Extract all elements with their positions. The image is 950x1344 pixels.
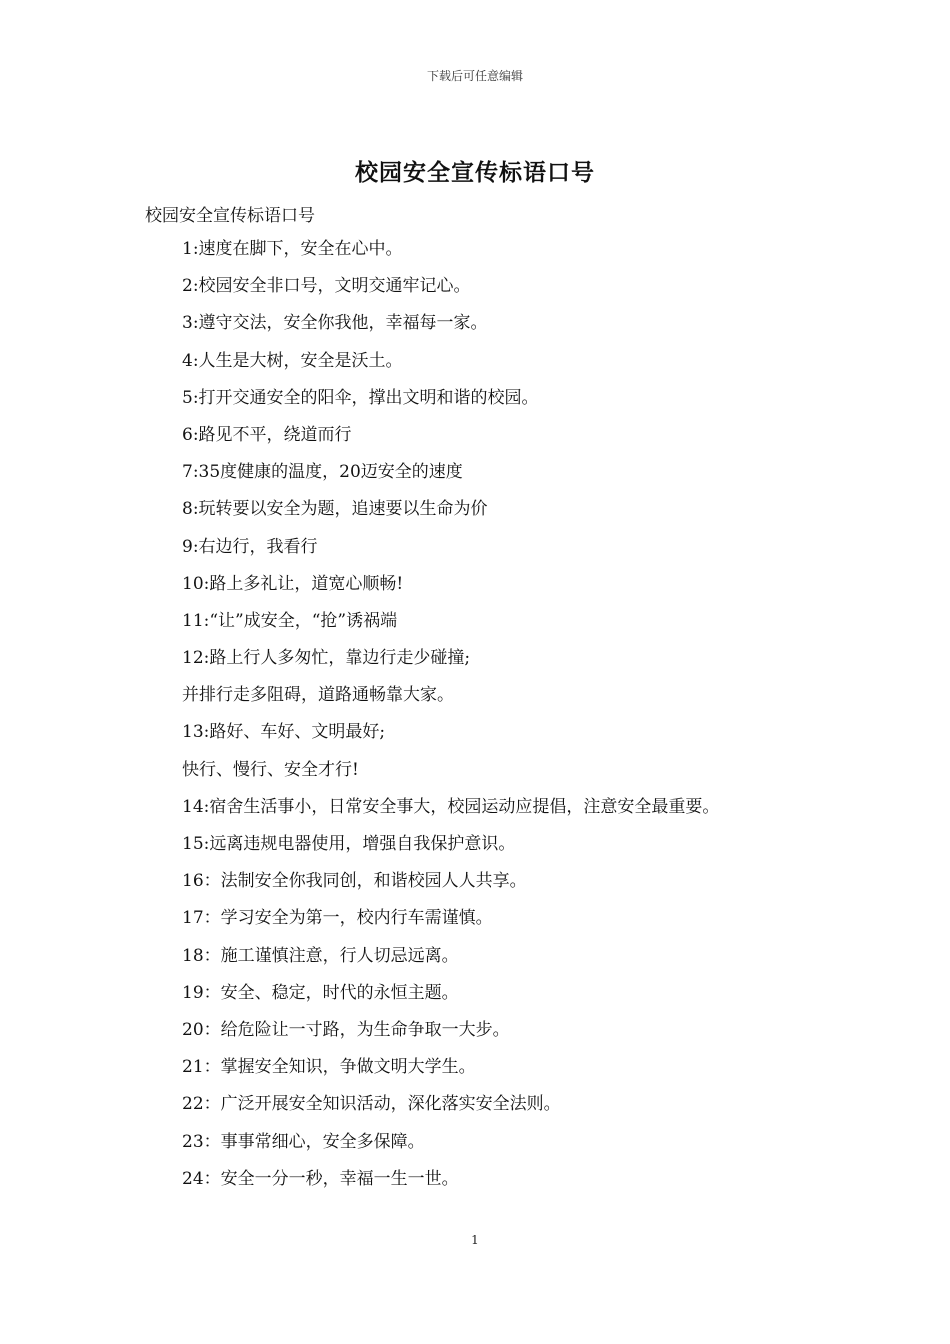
page-number: 1 (471, 1233, 479, 1247)
slogan-item: 1:速度在脚下，安全在心中。 (182, 239, 403, 259)
slogan-item: 23：事事常细心，安全多保障。 (182, 1131, 425, 1152)
slogan-item: 21：掌握安全知识，争做文明大学生。 (182, 1057, 476, 1078)
slogan-item: 并排行走多阻碍，道路通畅靠大家。 (182, 685, 454, 706)
slogan-item: 20：给危险让一寸路，为生命争取一大步。 (182, 1019, 510, 1040)
slogan-item: 22：广泛开展安全知识活动，深化落实安全法则。 (182, 1094, 561, 1115)
slogan-item: 13:路好、车好、文明最好; (182, 722, 386, 743)
slogan-item: 17：学习安全为第一，校内行车需谨慎。 (182, 908, 493, 929)
slogan-item: 7:35度健康的温度，20迈安全的速度 (182, 462, 463, 483)
slogan-item: 9:右边行，我看行 (182, 536, 318, 557)
slogan-item: 24：安全一分一秒，幸福一生一世。 (182, 1168, 459, 1189)
slogan-item: 10:路上多礼让，道宽心顺畅! (182, 573, 404, 594)
document-subtitle: 校园安全宣传标语口号 (145, 206, 315, 226)
slogan-item: 8:玩转要以安全为题，追速要以生命为价 (182, 499, 488, 520)
slogan-item: 18：施工谨慎注意，行人切忌远离。 (182, 945, 459, 966)
slogan-item: 5:打开交通安全的阳伞，撑出文明和谐的校园。 (182, 387, 539, 408)
document-title: 校园安全宣传标语口号 (355, 159, 595, 186)
slogan-item: 16：法制安全你我同创，和谐校园人人共享。 (182, 871, 527, 892)
slogan-item: 15:远离违规电器使用，增强自我保护意识。 (182, 834, 516, 854)
slogan-list (182, 236, 922, 1203)
slogan-item: 4:人生是大树，安全是沃土。 (182, 350, 403, 371)
header-note: 下载后可任意编辑 (426, 69, 523, 83)
slogan-item: 11:“让”成安全，“抢”诱祸端 (182, 610, 398, 631)
slogan-item: 2:校园安全非口号，文明交通牢记心。 (182, 276, 471, 297)
slogan-item: 12:路上行人多匆忙，靠边行走少碰撞; (182, 648, 471, 669)
slogan-item: 14:宿舍生活事小，日常安全事大，校园运动应提倡，注意安全最重要。 (182, 796, 720, 817)
slogan-item: 快行、慢行、安全才行! (182, 759, 359, 780)
slogan-item: 3:遵守交法，安全你我他，幸福每一家。 (182, 313, 488, 334)
slogan-item: 19：安全、稳定，时代的永恒主题。 (182, 982, 459, 1003)
slogan-item: 6:路见不平，绕道而行 (182, 424, 352, 445)
